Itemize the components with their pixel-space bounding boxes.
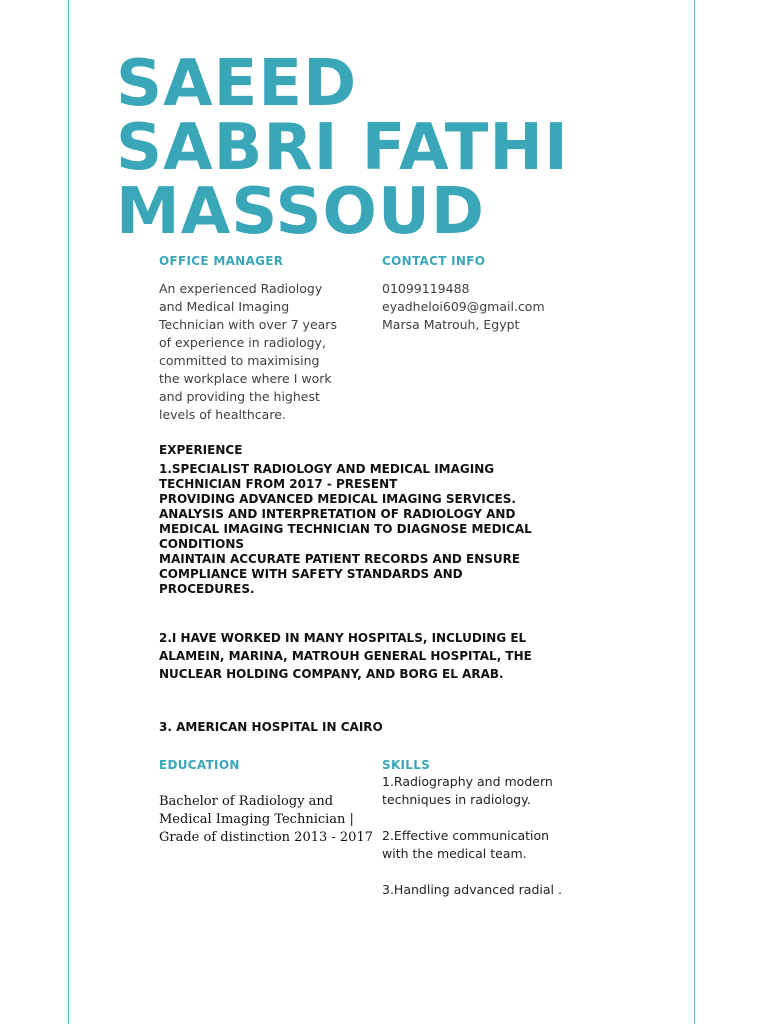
skill-item: 3.Handling advanced radial . (382, 882, 562, 897)
experience-item-1-line: PROCEDURES. (159, 582, 255, 596)
experience-item-1-line: 1.SPECIALIST RADIOLOGY AND MEDICAL IMAGING (159, 462, 495, 476)
left-border-rule (68, 0, 69, 1024)
contact-phone: 01099119488 (382, 281, 470, 296)
experience-item-1-line: TECHNICIAN FROM 2017 - PRESENT (159, 477, 398, 491)
experience-item-1-line: CONDITIONS (159, 537, 245, 551)
contact-email: eyadheloi609@gmail.com (382, 299, 545, 314)
skill-item: 2.Effective communication with the medical team. (382, 828, 550, 861)
skill-item: 1.Radiography and modern techniques in radiology. (382, 774, 553, 807)
name-line-1: SAEED (116, 47, 358, 121)
right-border-rule (694, 0, 695, 1024)
experience-item-1-line: MEDICAL IMAGING TECHNICIAN TO DIAGNOSE MEDICAL (159, 522, 532, 536)
experience-item-1-line: PROVIDING ADVANCED MEDICAL IMAGING SERVICES. (159, 492, 516, 506)
candidate-name (116, 47, 569, 249)
experience-item-1-line: ANALYSIS AND INTERPRETATION OF RADIOLOGY AND (159, 507, 516, 521)
profile-summary: An experienced Radiology and Medical Imaging Technician with over 7 years of experience in radiology, committed to maximising the workplace where I work and providing the highest levels of healthcare. (159, 281, 337, 422)
experience-heading: EXPERIENCE (159, 443, 243, 457)
name-line-3: MASSOUD (116, 175, 486, 249)
experience-item-2-line: 2.I HAVE WORKED IN MANY HOSPITALS, INCLUDING EL (159, 631, 527, 645)
skills-list (382, 773, 572, 917)
experience-item-1-line: COMPLIANCE WITH SAFETY STANDARDS AND (159, 567, 463, 581)
experience-item-2-line: NUCLEAR HOLDING COMPANY, AND BORG EL ARAB. (159, 667, 504, 681)
education-heading: EDUCATION (159, 758, 240, 772)
contact-location: Marsa Matrouh, Egypt (382, 317, 520, 332)
contact-details (382, 280, 582, 334)
contact-info-heading: CONTACT INFO (382, 254, 486, 268)
name-line-2: SABRI FATHI (116, 111, 569, 185)
job-title: OFFICE MANAGER (159, 254, 284, 268)
experience-item-2-line: ALAMEIN, MARINA, MATROUH GENERAL HOSPITAL, THE (159, 649, 532, 663)
experience-item-3: 3. AMERICAN HOSPITAL IN CAIRO (159, 720, 383, 734)
education-detail: Bachelor of Radiology and Medical Imaging Technician | Grade of distinction 2013 - 2017 (159, 794, 373, 845)
experience-item-1-line: MAINTAIN ACCURATE PATIENT RECORDS AND ENSURE (159, 552, 521, 566)
skills-heading: SKILLS (382, 758, 431, 772)
experience-item-2 (159, 629, 559, 683)
experience-item-1 (159, 462, 559, 597)
